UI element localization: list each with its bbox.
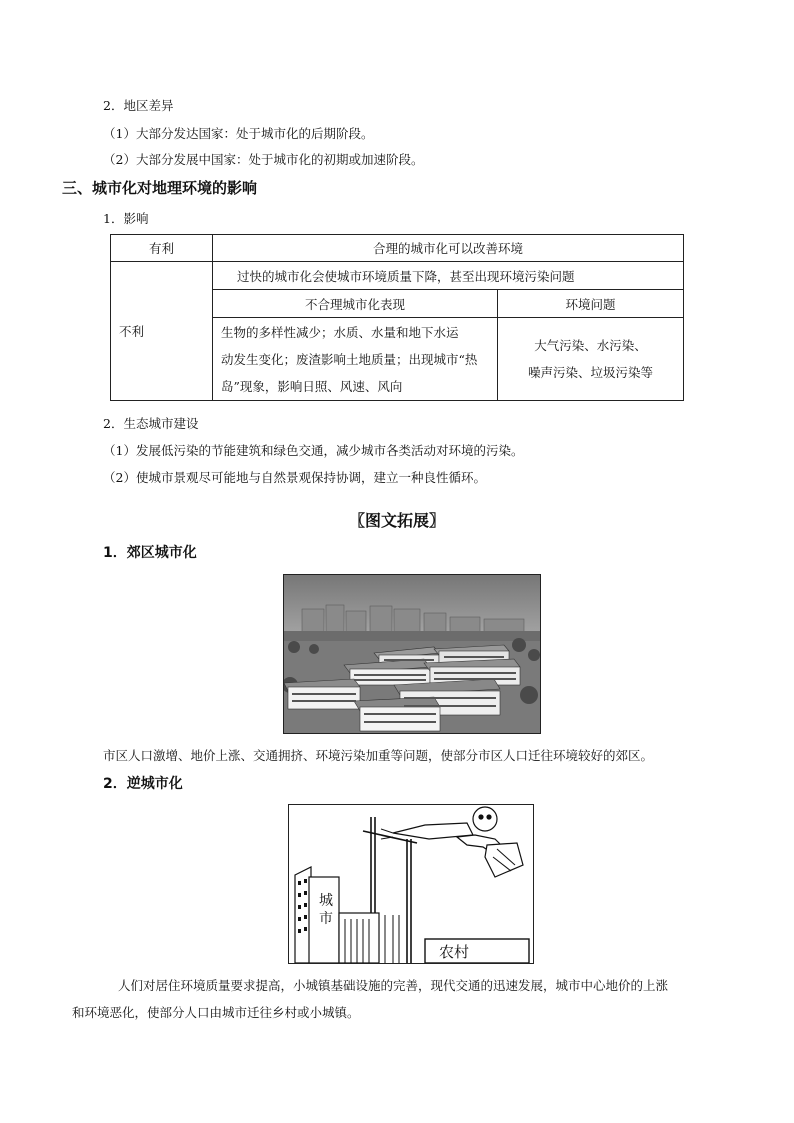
cartoon-illustration	[289, 805, 533, 963]
caption-counter-urbanization-line2: 和环境恶化，使部分人口由城市迁往乡村或小城镇。	[72, 1005, 360, 1020]
subheading-impact: 1．影响	[103, 211, 149, 226]
cell-col2-header: 环境问题	[497, 289, 684, 318]
expansion-heading: 〖图文拓展〗	[348, 511, 445, 530]
cell-favorable-label: 有利	[110, 234, 213, 262]
list-item: （1）大部分发达国家：处于城市化的后期阶段。	[103, 126, 374, 141]
cell-unfavorable-label: 不利	[110, 261, 213, 401]
cell-col2-content	[497, 317, 684, 401]
cartoon-city-char-1: 城	[319, 893, 333, 909]
list-item: （2）大部分发展中国家：处于城市化的初期或加速阶段。	[103, 152, 424, 167]
caption-counter-urbanization-line1: 人们对居住环境质量要求提高，小城镇基础设施的完善，现代交通的迅速发展，城市中心地价的上涨	[118, 978, 669, 993]
cell-col1-content	[212, 317, 498, 401]
table-line: 生物的多样性减少；水质、水量和地下水运	[221, 324, 459, 340]
cell-unfavorable-summary: 过快的城市化会使城市环境质量下降，甚至出现环境污染问题	[212, 261, 684, 290]
list-item: （2）使城市景观尽可能地与自然景观保持协调，建立一种良性循环。	[103, 470, 486, 485]
list-item: （1）发展低污染的节能建筑和绿色交通，减少城市各类活动对环境的污染。	[103, 443, 524, 458]
subheading-counter-urbanization: 2．逆城市化	[103, 776, 183, 792]
table-line: 动发生变化；废渣影响土地质量；出现城市“热	[221, 351, 478, 367]
section-heading-regional-difference: 2．地区差异	[103, 98, 174, 113]
subheading-eco-city: 2．生态城市建设	[103, 416, 199, 431]
caption-suburbanization: 市区人口激增、地价上涨、交通拥挤、环境污染加重等问题，使部分市区人口迁往环境较好的郊区。	[103, 748, 654, 763]
counter-urbanization-cartoon	[288, 804, 534, 964]
cartoon-city-char-2: 市	[319, 911, 333, 927]
cell-col1-header: 不合理城市化表现	[212, 289, 498, 318]
suburban-photo-illustration	[284, 575, 540, 733]
suburban-photo	[283, 574, 541, 734]
cartoon-rural-label: 农村	[439, 943, 470, 961]
table-line: 噪声污染、垃圾污染等	[527, 365, 653, 380]
section-title: 三、城市化对地理环境的影响	[62, 179, 258, 197]
table-line: 岛”现象，影响日照、风速、风向	[221, 378, 403, 394]
cell-favorable-text: 合理的城市化可以改善环境	[212, 234, 684, 262]
table-line: 大气污染、水污染、	[534, 338, 647, 353]
subheading-suburbanization: 1．郊区城市化	[103, 545, 197, 561]
